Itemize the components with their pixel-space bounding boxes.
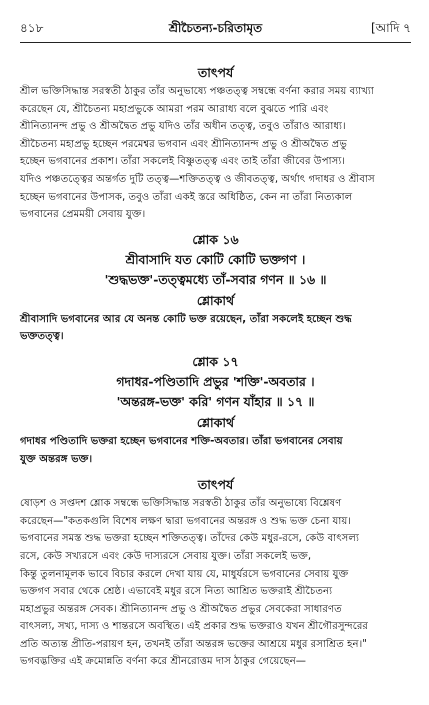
text-line: ভগবানের সমস্ত শুদ্ধ ভক্তরা হচ্ছেন শক্তিতত্ত্ব। তাঁদের কেউ মধুর-রসে, কেউ বাৎসল্য (20, 533, 359, 545)
verse-line: 'অন্তরঙ্গ-ভক্ত' করি' গণন যাঁহার ॥ ১৭ ॥ (116, 393, 315, 409)
translation-line: শ্রীবাসাদি ভগবানের আর যে অনন্ত কোটি ভক্ত রয়েছেন, তাঁরা সকলেই হচ্ছেন শুদ্ধ (20, 313, 352, 325)
translation-heading: শ্লোকার্থ (196, 414, 235, 430)
verse-label: শ্লোক ১৬ (192, 231, 239, 247)
text-line: বাৎসল্য, সখ্য, দাস্য ও শান্তরসে অবস্থিত। এই প্রকার শুদ্ধ ভক্তরাও যখন শ্রীগৌরসুন্দরের (20, 621, 369, 633)
text-line: রসে, কেউ সখ্যরসে এবং কেউ দাস্যরসে সেবায় যুক্ত। তাঁরা সকলেই ভক্ত, (20, 550, 312, 562)
translation-line: যুক্ত অন্তরঙ্গ ভক্ত। (20, 453, 93, 465)
page-body (20, 62, 411, 671)
translation-heading: শ্লোকার্থ (196, 292, 235, 308)
book-title: শ্রীচৈতন্য-চরিতামৃত (168, 21, 263, 35)
text-line: ষোড়শ ও সপ্তদশ শ্লোক সম্বন্ধে ভক্তিসিদ্ধান্ত সরস্বতী ঠাকুর তাঁর অনুভাষ্যে বিশ্লেষণ (20, 498, 342, 510)
text-line: ভগবানের প্রেমময়ী সেবায় যুক্ত। (20, 209, 146, 221)
text-line: হচ্ছেন ভগবানের উপাসক, তবুও তাঁরা একই স্তরে অধিষ্ঠিত, কেন না তাঁরা নিত্যকাল (20, 191, 353, 203)
page-number: ৪১৮ (20, 21, 44, 35)
text-line: প্রতি অত্যন্ত প্রীতি-পরায়ণ হন, তখনই তাঁরা অন্তরঙ্গ ভক্তের আশ্রয়ে মধুর রসাশ্রিত হন।" (20, 638, 367, 650)
text-line: শ্রীল ভক্তিসিদ্ধান্ত সরস্বতী ঠাকুর তাঁর অনুভাষ্যে পঞ্চতত্ত্ব সম্বন্ধে বর্ণনা করার সময় ব্যাখ্যা (20, 86, 374, 97)
verse-line: 'শুদ্ধভক্ত'-তত্ত্বমধ্যে তাঁ-সবার গণন ॥ ১৬ ॥ (104, 271, 327, 287)
text-line: করেছেন যে, শ্রীচৈতন্য মহাপ্রভুকে আমরা পরম আরাধ্য বলে বুঝতে পারি এবং (20, 103, 329, 115)
text-line: শ্রীনিত্যানন্দ প্রভু ও শ্রীঅদ্বৈত প্রভু যদিও তাঁর অধীন তত্ত্ব, তবুও তাঁরাও আরাধ্য। (20, 121, 346, 133)
text-line: হচ্ছেন ভগবানের প্রকাশ। তাঁরা সকলেই বিষ্ণুতত্ত্ব এবং তাই তাঁরা জীবের উপাস্য। (20, 156, 345, 168)
text-line: মহাপ্রভুর অন্তরঙ্গ সেবক। শ্রীনিত্যানন্দ প্রভু ও শ্রীঅদ্বৈত প্রভুর সেবকেরা সাধারণত (20, 603, 342, 615)
header-rule (20, 42, 411, 43)
text-line: ভগবদ্ভক্তির এই ক্রমোন্নতি বর্ণনা করে শ্রীনরোত্তম দাস ঠাকুর গেয়েছেন— (20, 656, 306, 668)
verse-line: শ্রীবাসাদি যত কোটি কোটি ভক্তগণ । (125, 251, 306, 267)
translation-paragraph (20, 311, 411, 346)
purport-heading: তাৎপর্য (197, 65, 234, 80)
text-line: যদিও পঞ্চতত্ত্বের অন্তর্গত দুটি তত্ত্ব—শক্তিতত্ত্ব ও জীবতত্ত্ব, অর্থাৎ গদাধর ও শ্রীবাস (20, 173, 375, 185)
chapter-reference: [আদি ৭ (370, 21, 411, 35)
text-line: করেছেন—"কতকগুলি বিশেষ লক্ষণ দ্বারা ভগবানের অন্তরঙ্গ ও শুদ্ধ ভক্ত চেনা যায়। (20, 515, 351, 527)
purport-paragraph (20, 83, 411, 224)
text-line: কিন্তু তুলনামূলক ভাবে বিচার করলে দেখা যায় যে, মাধুর্যরসে ভগবানের সেবায় যুক্ত (20, 568, 349, 580)
running-header (20, 20, 411, 38)
text-line: ভক্তগণ সবার থেকে শ্রেষ্ঠ। এভাবেই মধুর রসে নিত্য আশ্রিত ভক্তরাই শ্রীচৈতন্য (20, 586, 333, 598)
translation-paragraph (20, 433, 411, 468)
purport-heading: তাৎপর্য (197, 477, 234, 493)
translation-line: গদাধর পণ্ডিতাদি ভক্তরা হচ্ছেন ভগবানের শক্তি-অবতার। তাঁরা ভগবানের সেবায় (20, 435, 343, 447)
verse-label: শ্লোক ১৭ (192, 353, 239, 369)
verse-line: গদাধর-পণ্ডিতাদি প্রভুর 'শক্তি'-অবতার । (116, 373, 315, 389)
purport-paragraph (20, 495, 411, 671)
text-line: শ্রীচৈতন্য মহাপ্রভু হচ্ছেন পরমেশ্বর ভগবান এবং শ্রীনিত্যানন্দ প্রভু ও শ্রীঅদ্বৈত প্রভু (20, 138, 347, 150)
translation-line: ভক্ততত্ত্ব। (20, 331, 64, 343)
